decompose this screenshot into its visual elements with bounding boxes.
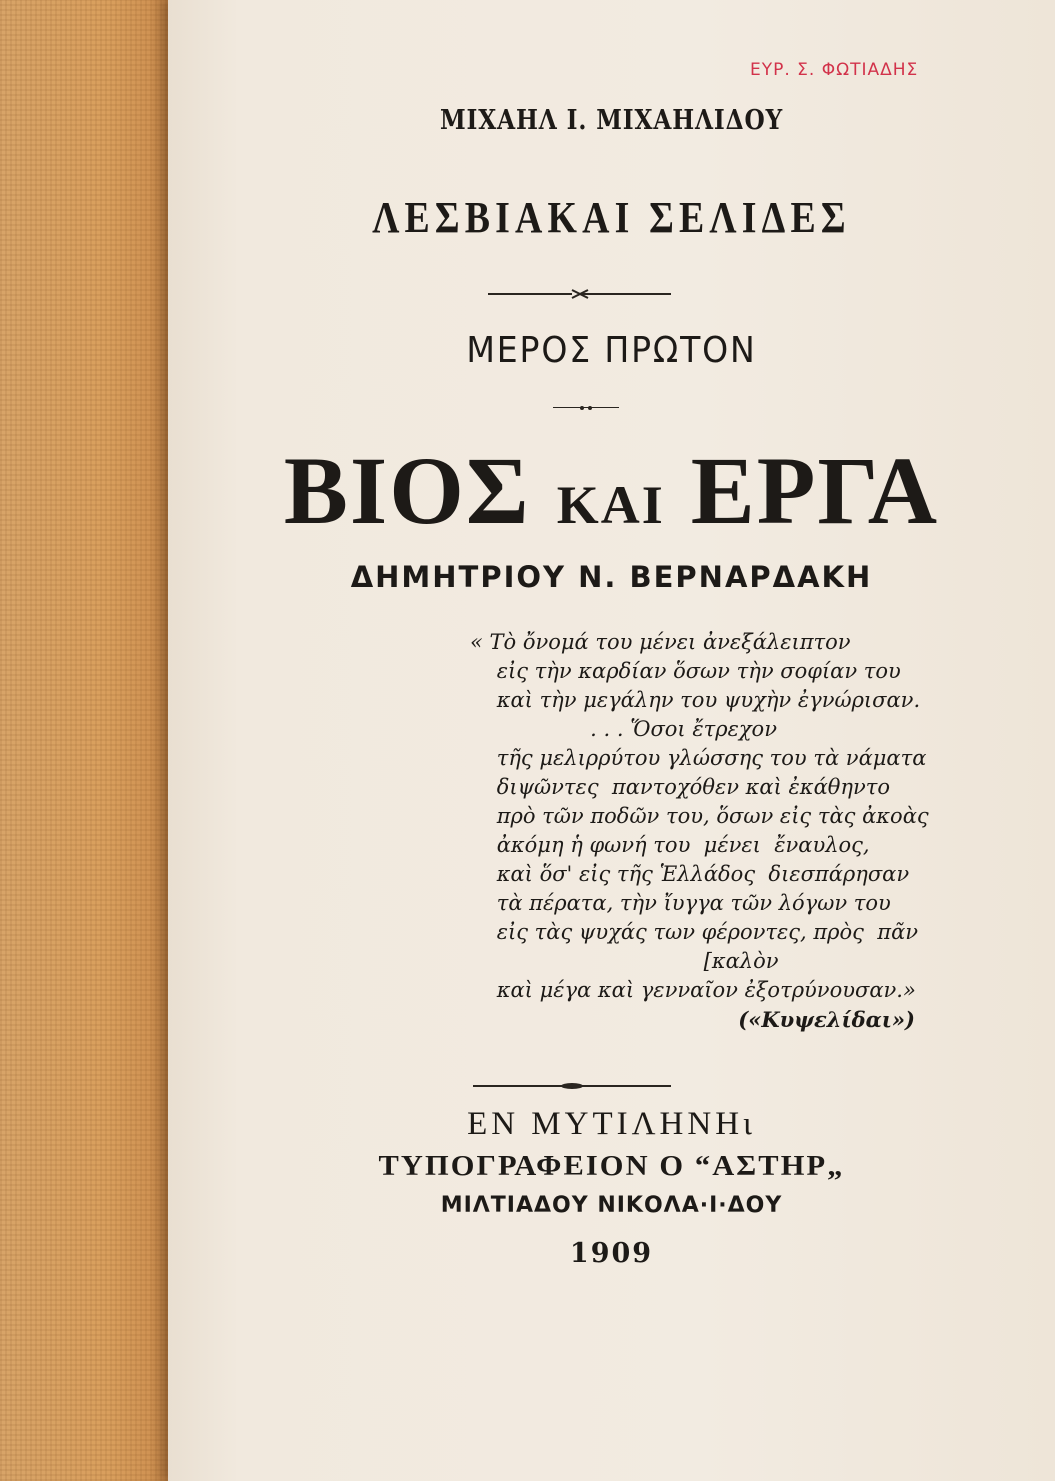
quote-line: ἀκόμη ἡ φωνή του μένει ἔναυλος, [470, 833, 870, 857]
quote-line: τῆς μελιρρύτου γλώσσης του τὰ νάματα [470, 746, 927, 770]
title-word-bios: ΒΙΟΣ [283, 437, 531, 544]
quote-line: τὰ πέρατα, τὴν ἴυγγα τῶν λόγων του [470, 891, 891, 915]
ornament-divider-2 [553, 407, 619, 411]
quote-line: πρὸ τῶν ποδῶν του, ὅσων εἰς τὰς ἀκοὰς [470, 804, 929, 828]
quote-line: εἰς τὰς ψυχάς των φέροντες, πρὸς πᾶν [470, 920, 919, 944]
subject-name: ΔΗΜΗΤΡΙΟΥ Ν. ΒΕΡΝΑΡΔΑΚΗ [350, 560, 873, 594]
author-name: ΜΙΧΑΗΛ Ι. ΜΙΧΑΗΛΙΔΟΥ [439, 105, 784, 136]
owner-stamp: ΕΥΡ. Σ. ΦΩΤΙΑΔΗΣ [750, 60, 919, 80]
part-heading: ΜΕΡΟΣ ΠΡΩΤΟΝ [466, 330, 757, 371]
ornament-icon [558, 289, 602, 299]
imprint-place: ΕΝ ΜΥΤΙΛΗΝΗι [467, 1106, 756, 1142]
quote-line: εἰς τὴν καρδίαν ὅσων τὴν σοφίαν του [470, 659, 901, 683]
quote-line: « Τὸ ὄνομά του μένει ἀνεξάλειπτον [470, 630, 851, 654]
ornament-divider-1 [488, 293, 671, 299]
imprint-owner: ΜΙΛΤΙΑΔΟΥ ΝΙΚΟΛΑ·Ι·ΔΟΥ [440, 1193, 783, 1218]
ornament-divider-3 [473, 1085, 671, 1089]
publication-year: 1909 [569, 1238, 654, 1269]
quote-source: («Κυψελίδαι») [738, 1007, 915, 1032]
series-title: ΛΕΣΒΙΑΚΑΙ ΣΕΛΙΔΕΣ [372, 193, 851, 242]
quote-line: καὶ τὴν μεγάλην του ψυχὴν ἐγνώρισαν. [470, 688, 921, 712]
epigraph-quote [470, 628, 970, 1034]
quote-line: [καλὸν [470, 949, 779, 973]
dot-ornament-icon [578, 404, 594, 412]
quote-line: καὶ μέγα καὶ γενναῖον ἐξοτρύνουσαν.» [470, 978, 916, 1002]
imprint-press: ΤΥΠΟΓΡΑΦΕΙΟΝ Ο “ΑΣΤΗΡ„ [378, 1150, 845, 1182]
quote-line: καὶ ὅσ' εἰς τῆς Ἑλλάδος διεσπάρησαν [470, 862, 910, 886]
quote-line: διψῶντες παντοχόθεν καὶ ἐκάθηντο [470, 775, 890, 799]
title-word-erga: ΕΡΓΑ [690, 437, 940, 544]
quote-line: . . . Ὅσοι ἔτρεχον [470, 717, 777, 741]
dot-ornament-icon [560, 1082, 584, 1090]
title-word-kai: ΚΑΙ [556, 475, 665, 535]
main-title [168, 435, 1055, 546]
